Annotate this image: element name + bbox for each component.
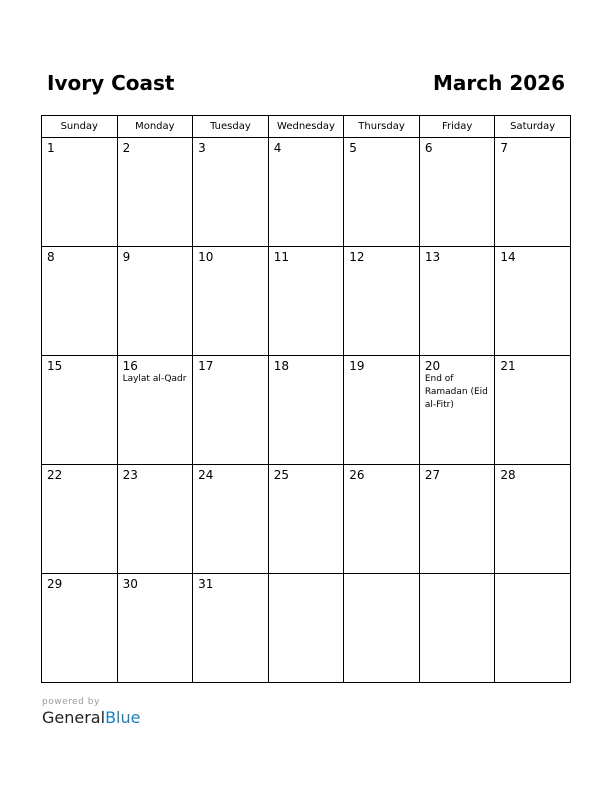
weekday-header: Sunday [42, 116, 118, 138]
day-cell [268, 356, 344, 465]
day-cell [117, 138, 193, 247]
day-number: 6 [424, 141, 433, 155]
day-cell [344, 465, 420, 574]
day-cell [42, 138, 118, 247]
day-number: 24 [198, 468, 214, 482]
brand-general: General [42, 708, 106, 727]
day-cell [419, 574, 495, 683]
day-number: 27 [424, 468, 441, 482]
day-number: 30 [122, 577, 138, 591]
day-number: 21 [500, 359, 516, 373]
day-number: 4 [273, 141, 282, 155]
day-cell [344, 356, 420, 465]
day-cell [495, 465, 571, 574]
powered-by-text: powered by [42, 697, 100, 707]
day-number: 15 [47, 359, 63, 373]
day-number: 12 [349, 250, 365, 264]
weekday-header: Friday [419, 116, 495, 138]
day-number: 10 [198, 250, 214, 264]
day-number: 17 [198, 359, 214, 373]
week-row [42, 247, 571, 356]
day-cell [42, 465, 118, 574]
day-number: 13 [424, 250, 441, 264]
weekday-header-row [42, 116, 571, 138]
day-cell [193, 574, 269, 683]
day-number: 11 [273, 250, 289, 264]
day-cell [268, 574, 344, 683]
week-row [42, 465, 571, 574]
day-cell [419, 465, 495, 574]
day-cell [344, 247, 420, 356]
weekday-header: Wednesday [268, 116, 344, 138]
day-cell [117, 465, 193, 574]
day-cell [193, 356, 269, 465]
day-cell [193, 138, 269, 247]
day-number: 5 [349, 141, 357, 155]
day-number: 9 [122, 250, 131, 264]
day-number: 2 [122, 141, 131, 155]
day-number: 23 [122, 468, 138, 482]
day-cell [344, 574, 420, 683]
day-cell [419, 138, 495, 247]
day-cell [42, 574, 118, 683]
day-cell [117, 247, 193, 356]
day-number: 1 [47, 141, 55, 155]
day-cell [268, 138, 344, 247]
day-cell [344, 138, 420, 247]
day-cell [42, 247, 118, 356]
calendar-grid [41, 115, 571, 683]
day-number: 20 [424, 359, 441, 373]
footer-brand [42, 697, 140, 727]
day-number: 28 [500, 468, 516, 482]
day-number: 29 [47, 577, 63, 591]
day-number: 19 [349, 359, 365, 373]
day-number: 3 [198, 141, 206, 155]
country-title: Ivory Coast [47, 71, 175, 95]
month-title: March 2026 [433, 71, 565, 95]
day-cell [193, 247, 269, 356]
week-row [42, 138, 571, 247]
generalblue-logo [42, 708, 140, 727]
week-row [42, 574, 571, 683]
day-cell [117, 574, 193, 683]
day-number: 18 [273, 359, 289, 373]
day-number: 14 [500, 250, 516, 264]
day-number: 31 [198, 577, 214, 591]
day-number: 7 [500, 141, 509, 155]
day-number: 25 [273, 468, 289, 482]
day-cell [193, 465, 269, 574]
day-cell [495, 356, 571, 465]
day-cell [419, 356, 495, 465]
weekday-header: Saturday [495, 116, 571, 138]
day-cell [268, 247, 344, 356]
day-cell [495, 138, 571, 247]
day-number: 16 [122, 359, 138, 373]
day-cell [268, 465, 344, 574]
weekday-header: Monday [117, 116, 193, 138]
weekday-header: Tuesday [193, 116, 269, 138]
day-cell [419, 247, 495, 356]
day-cell [42, 356, 118, 465]
brand-blue: Blue [105, 708, 141, 727]
day-cell [495, 574, 571, 683]
day-cell [495, 247, 571, 356]
day-number: 26 [349, 468, 365, 482]
weekday-header: Thursday [344, 116, 420, 138]
day-cell [117, 356, 193, 465]
holiday-label: End of Ramadan (Eid al-Fitr) [424, 374, 488, 410]
week-row [42, 356, 571, 465]
day-number: 22 [47, 468, 63, 482]
day-number: 8 [47, 250, 55, 264]
holiday-label: Laylat al-Qadr [122, 374, 187, 384]
